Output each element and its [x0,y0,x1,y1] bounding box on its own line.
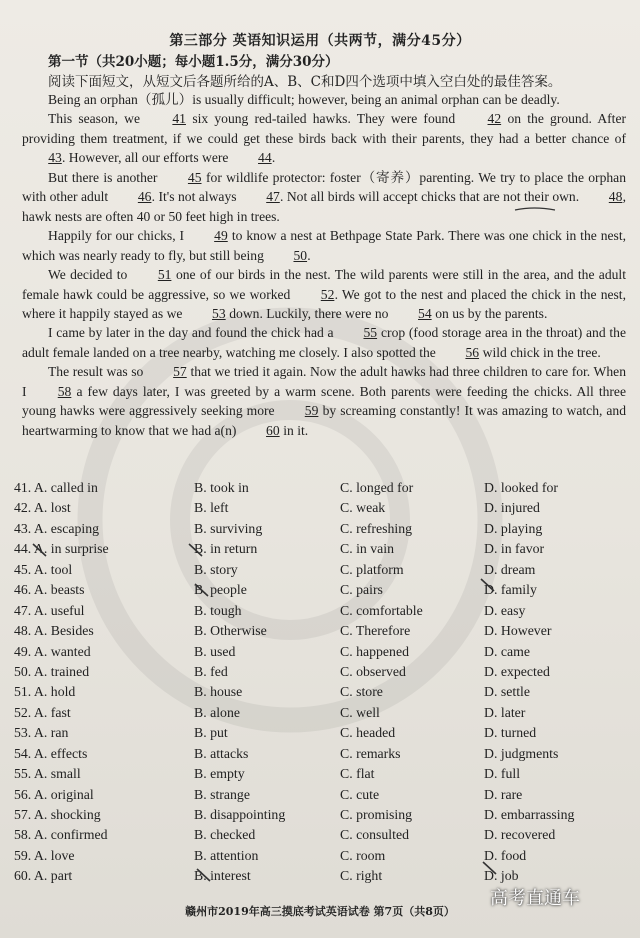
option-b: B. empty [194,766,245,782]
option-a: 51. A. hold [14,684,76,700]
text: one of our birds in the nest. The wild parents were still in the area, and the adult female hawk could be aggressive, so we worked [22,267,626,302]
text: by screaming constantly! It was amazing to watch, and heartwarming to know that we had a(n) [22,403,627,438]
option-c: C. right [340,868,383,884]
text: This season, we [48,111,140,127]
blank-46: 46 [137,189,152,205]
option-b: B. interest [194,868,251,884]
option-a: 55. A. small [14,766,81,782]
blank-57: 57 [173,364,187,380]
option-c: C. promising [340,807,413,822]
blank-42: 42 [487,111,502,127]
option-a: 46. A. beasts [14,582,85,598]
option-d: D. However [484,623,552,639]
option-a: 57. A. shocking [14,807,101,822]
option-c: C. platform [340,561,404,577]
option-row [14,580,626,600]
option-c: C. headed [340,725,396,741]
option-c: C. in vain [340,541,395,557]
option-b: B. story [194,561,238,577]
option-d: D. job [484,868,519,884]
option-row [14,498,626,518]
option-d: D. dream [484,561,536,577]
option-a: 45. A. tool [14,561,73,577]
blank-50: 50 [293,247,308,263]
paragraph-7 [22,362,626,440]
option-b: B. left [194,500,229,516]
option-a: 52. A. fast [14,704,71,720]
text: . [307,247,311,263]
option-row [14,703,626,723]
option-c: C. room [340,847,386,863]
option-c: C. observed [340,663,406,679]
paragraph-6 [22,323,626,362]
blank-45: 45 [187,169,202,185]
option-d: D. looked for [484,480,558,495]
option-c: C. comfortable [340,602,423,618]
option-row [14,846,626,866]
option-a: 56. A. original [14,786,94,802]
option-a: 59. A. love [14,847,75,863]
paragraph-4 [22,226,626,265]
option-c: C. cute [340,786,380,802]
option-b: B. put [194,725,228,741]
option-row [14,478,626,498]
text: We decided to [48,267,128,283]
option-row [14,682,626,702]
blank-44: 44 [258,150,272,166]
option-b: B. checked [194,827,256,843]
option-a: 50. A. trained [14,663,90,679]
blank-49: 49 [214,228,228,244]
option-c: C. store [340,684,383,700]
text: , hawk nests are often 40 or 50 feet high in trees. [22,189,626,224]
option-a: 60. A. part [14,868,73,884]
text: crop (food storage area in the throat) and the adult female landed on a tree nearby, watching me closely. I also spotted the [22,325,626,360]
option-d: D. rare [484,786,523,802]
text: on us by the parents. [435,305,548,321]
blank-60: 60 [266,422,280,438]
option-b: B. tough [194,602,242,618]
option-row [14,621,626,641]
text: But there is another [48,169,158,185]
blank-47: 47 [266,189,280,205]
option-row [14,539,626,559]
text: . It's not always [151,189,237,205]
option-b: B. people [194,582,247,598]
option-d: D. embarrassing [484,807,575,822]
option-row [14,825,626,845]
answer-options [14,478,626,887]
text: a few days later, I was greeted by a warm scene. Both parents were feeding the chicks. All three young hawks were aggressively seeking more [22,383,626,419]
brand-watermark: 高考直通车 [490,888,580,909]
blank-58: 58 [57,383,72,399]
text: wild chick in the tree. [482,344,601,360]
option-c: C. weak [340,500,386,516]
text: . Not all birds will accept chicks that are not their own. [280,189,580,205]
option-row [14,723,626,743]
text: down. Luckily, there were no [229,305,389,321]
option-d: D. turned [484,725,537,741]
option-a: 53. A. ran [14,725,69,741]
blank-52: 52 [320,286,335,302]
option-b: B. attacks [194,745,249,761]
option-a: 58. A. confirmed [14,827,108,843]
option-c: C. flat [340,766,375,782]
blank-55: 55 [363,325,378,341]
text: . [271,150,276,166]
option-d: D. later [484,704,526,720]
blank-56: 56 [465,344,480,360]
paragraph-1 [22,90,626,109]
option-b: B. in return [194,541,258,557]
option-b: B. fed [194,663,228,679]
option-d: D. family [484,582,537,598]
page-footer: 赣州市2019年高三摸底考试英语试卷 第7页（共8页） [185,905,455,918]
option-b: B. attention [194,847,259,863]
option-row [14,519,626,539]
option-d: D. in favor [484,541,545,557]
option-b: B. used [194,643,236,659]
option-a: 42. A. lost [14,500,71,516]
option-row [14,744,626,764]
text: . We got to the nest and placed the chick in the nest, where it happily stayed as we [22,286,626,321]
text: that we tried it again. Now the adult hawks had three children to care for. When I [22,364,627,399]
text: I came by later in the day and found the chick had a [48,325,334,341]
cloze-passage [22,90,626,440]
option-row [14,642,626,662]
option-row [14,601,626,621]
option-d: D. easy [484,602,526,618]
text: six young red-tailed hawks. They were found [192,111,456,127]
section-title: 第一节（共20小题；每小题1.5分，满分30分） [48,54,339,70]
option-d: D. food [484,847,527,863]
option-d: D. injured [484,500,540,516]
text: Being an orphan（孤儿）is usually difficult; however, being an animal orphan can be deadly. [48,92,560,107]
text: on the ground. After providing them treatment, if we could get these birds back with their parents, they had a better chance of [22,111,627,146]
option-d: D. settle [484,684,530,700]
text: for wildlife protector: foster（寄养）parenting. We try to place the orphan with other adult [22,169,626,205]
blank-41: 41 [172,111,186,127]
option-row [14,764,626,784]
option-row [14,805,626,825]
option-c: C. consulted [340,827,409,843]
option-d: D. came [484,643,530,659]
option-row [14,662,626,682]
text: to know a nest at Bethpage State Park. There was one chick in the nest, which was nearly ready to fly, but still being [22,228,626,263]
paragraph-2 [22,109,626,167]
text: Happily for our chicks, I [48,228,185,244]
text: in it. [283,422,309,438]
option-c: C. Therefore [340,623,411,639]
option-b: B. house [194,684,243,700]
option-b: B. Otherwise [194,623,267,639]
option-a: 47. A. useful [14,602,85,618]
option-a: 49. A. wanted [14,643,91,659]
option-row [14,785,626,805]
option-c: C. remarks [340,745,401,761]
option-d: D. full [484,766,521,782]
option-b: B. strange [194,786,250,802]
option-b: B. disappointing [194,807,286,822]
instructions: 阅读下面短文，从短文后各题所给的A、B、C和D四个选项中填入空白处的最佳答案。 [48,74,562,90]
blank-54: 54 [418,305,432,321]
option-a: 43. A. escaping [14,520,100,536]
option-c: C. longed for [340,480,414,495]
paragraph-5 [22,265,626,323]
option-c: C. refreshing [340,520,413,536]
part-title: 第三部分 英语知识运用（共两节，满分45分） [169,33,471,49]
option-c: C. well [340,704,380,720]
option-d: D. playing [484,520,543,536]
option-c: C. pairs [340,582,383,598]
option-c: C. happened [340,643,409,659]
option-d: D. judgments [484,745,559,761]
text: The result was so [48,364,144,380]
option-b: B. surviving [194,520,263,536]
option-d: D. recovered [484,827,556,843]
option-b: B. alone [194,704,240,720]
blank-51: 51 [157,267,172,283]
paragraph-3 [22,168,626,226]
blank-43: 43 [48,150,62,166]
blank-59: 59 [304,403,319,419]
option-a: 41. A. called in [14,480,98,495]
option-a: 44. A. in surprise [14,541,109,557]
blank-48: 48 [608,189,623,205]
blank-53: 53 [212,305,226,321]
text: . However, all our efforts were [62,150,229,166]
option-a: 54. A. effects [14,745,88,761]
option-b: B. took in [194,480,249,495]
option-a: 48. A. Besides [14,623,94,639]
option-d: D. expected [484,663,550,679]
option-row [14,560,626,580]
